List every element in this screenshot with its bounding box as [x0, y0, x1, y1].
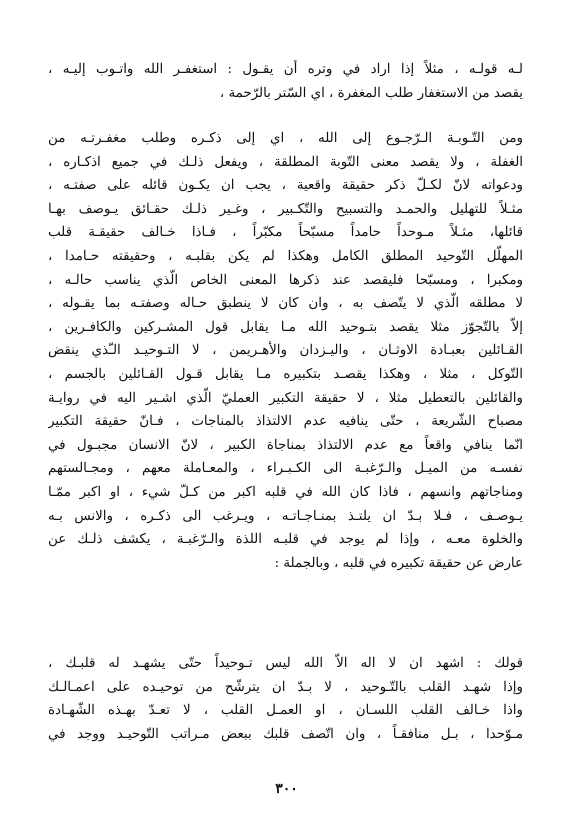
text-line: وإذا شهـد القلب بالتّـوحيد ، لا بـدّ ان يترشّح من توحيـده على اعمـالـك [48, 679, 523, 695]
text-line: لا مطلقه الّذي لا يتّصف به ، وان كان لا ينطبق حـاله وصفتـه بما يقـوله ، [48, 296, 523, 312]
text-line: يـوصـف ، فـلا بـدّ ان يلتـذ بمنـاجـاتـه ، ويـرغب الى ذكـره ، والانس بـه [48, 508, 523, 524]
text-line: القـائلين بعبـادة الاوثـان ، واليـزدان والأهـريمن ، لا التـوحيـد الـّذي ينقض [48, 343, 523, 359]
text-line: مصباح الشّريعة ، حتّى ينافيه عدم الالتذاذ بالمناجات ، فـانّ حقيقة التكبير [48, 414, 523, 430]
text-line: إلاّ بالتّجوّز مثلا يقصد بتـوحيد الله مـا يقابل قول المشـركين والكافـرين ، [48, 319, 523, 335]
paragraph-continuation [48, 58, 523, 105]
text-line: واذا خـالف القلب اللسـان ، او العمـل القلب ، لا تعـدّ بهـذه الشّهـادة [48, 703, 523, 719]
text-line: ومكبرا ، ومسبّحا فليقصد عند ذكرها المعنى الخاص الّذي يناسب حالـه ، [48, 272, 523, 288]
text-line: مثـلاً للتهليل والحمـد والتسبيح والتّكـبير ، وغـير ذلـك حقـائق يـوصف بهـا [48, 201, 523, 217]
paragraph-main [48, 127, 523, 575]
text-line: ودعواته لانّ لكـلّ ذكر حقيقة واقعية ، يجب ان يكـون قائله على صفتـه ، [48, 178, 523, 194]
text-line: والخلوة معـه ، وإذا لم يوجد في قلبـه اللذة والـرّغبـة ، يكشف ذلـك عن [48, 532, 523, 548]
text-line: التّوكل ، مثلا ، وهكذا يقصـد بتكبيره مـا يقابل قـول القـائلين بالجسم ، [48, 366, 523, 382]
text-line: لـه قولـه ، مثلاً إذا اراد في وتره أن يقـول : استغفـر الله واتـوب إليـه ، [48, 62, 523, 77]
text-line: ومن التّـوبـة الـرّجـوع إلى الله ، اي إلى ذكـره وطلب مغفـرتـه من [48, 131, 523, 146]
text-line: الغفلة ، ولا يقصد معنى التّوبة المطلقة ، ويفعل ذلـك في جميع اذكـاره ، [48, 154, 523, 170]
text-line: قائلها، مثـلاً مـوحداً حامداً مسبّحاً مكبّراً ، فـاذا خـالف حقيقـة قلب [48, 225, 523, 241]
text-line: قولك : اشهد ان لا اله الاّ الله ليس تـوحيداً حتّى يشهـد له قلبـك ، [48, 656, 523, 671]
paragraph-quote [48, 652, 523, 746]
text-line: يقصد من الاستغفار طلب المغفرة ، اي السّتر بالرّحمة ، [219, 85, 523, 101]
text-line: نفسـه من الميـل والـرّغبـة الى الكـبـراء ، والمعـاملة معهم ، ومجـالستهم [48, 461, 523, 477]
text-line: ومناجاتهم وانسهم ، فاذا كان الله في قلبه اكبر من كـلّ شيء ، او اكبر ممّـا [48, 484, 523, 500]
page-number: ٣٠٠ [275, 781, 298, 797]
text-line: عارض عن حقيقة تكبيره في قلبه ، وبالجملة : [274, 555, 523, 571]
text-line: والقائلين بالتعطيل مثلا ، لا حقيقة التكبير العمليّ الّذي اشـير اليه في روايـة [48, 390, 523, 406]
text-line: انّما ينافي واقعاً مع عدم الالتذاذ بمناجاة الكبير ، لانّ الانسان مجبـول في [48, 437, 523, 453]
text-line: مـوّحدا ، بـل منافقـاً ، وان اتّصف قلبك ببعض مـراتب التّوحيـد ووجد في [48, 726, 523, 742]
text-line: المهلّل التّوحيد المطلق الكامل وهكذا لم يكن بقلبـه ، وحقيقته حـامدا ، [48, 248, 523, 264]
